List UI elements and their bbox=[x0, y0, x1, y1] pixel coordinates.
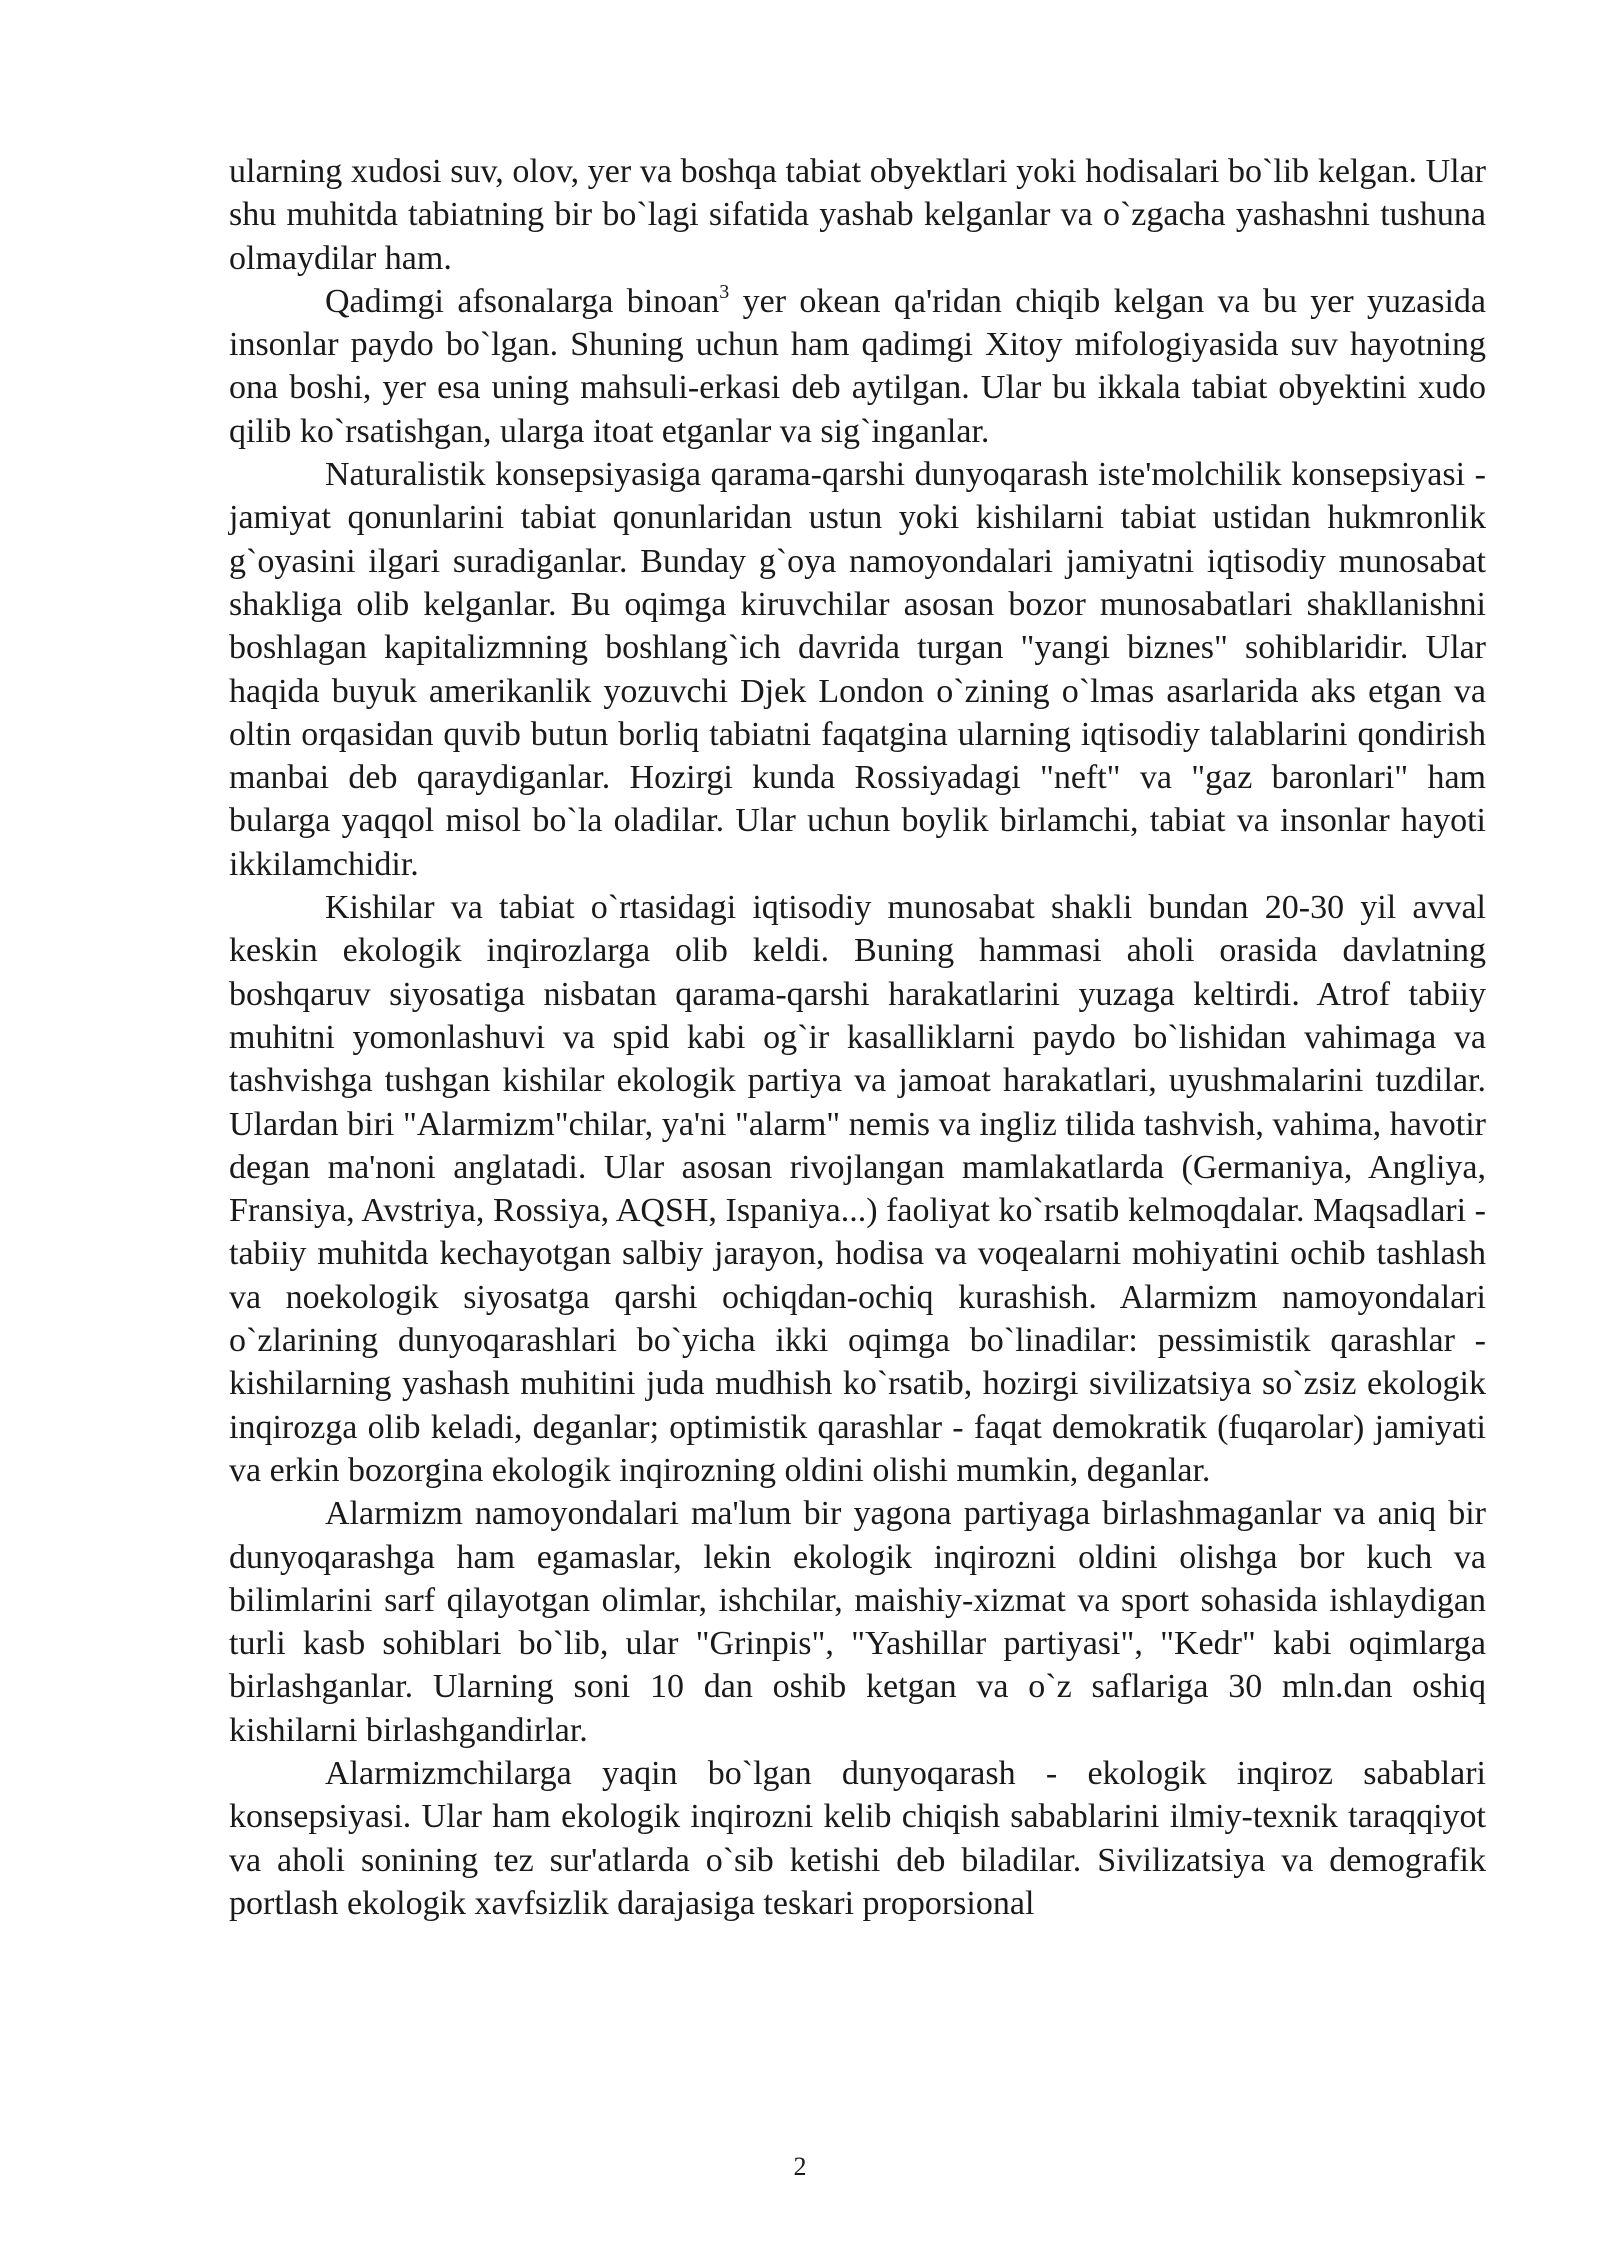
paragraph-1: ularning xudosi suv, olov, yer va boshqa tabiat obyektlari yoki hodisalari bo`lib kelgan. Ular shu muhitda tabiatning bir bo`lagi sifatida yashab kelganlar va o`zgacha yashashni tushuna olmaydilar ham. bbox=[229, 153, 1486, 277]
paragraph-3: Naturalistik konsepsiyasiga qarama-qarshi dunyoqarash iste'molchilik konsepsiyasi - jamiyat qonunlarini tabiat qonunlaridan ustun yoki kishilarni tabiat ustidan hukmronlik g`oyasini ilgari suradiganlar. Bunday g`oya namoyondalari jamiyatni iqtisodiy munosabat shakliga olib kelganlar. Bu oqimga kiruvchilar asosan bozor munosabatlari shakllanishni boshlagan kapitalizmning boshlang`ich davrida turgan "yangi biznes" sohiblaridir. Ular haqida buyuk amerikanlik yozuvchi Djek London o`zining o`lmas asarlarida aks etgan va oltin orqasidan quvib butun borliq tabiatni faqatgina ularning iqtisodiy talablarini qondirish manbai deb qaraydiganlar. Hozirgi kunda Rossiyadagi "neft" va "gaz baronlari" ham bularga yaqqol misol bo`la oladilar. Ular uchun boylik birlamchi, tabiat va insonlar hayoti ikkilamchidir. bbox=[229, 456, 1486, 883]
paragraph-4: Kishilar va tabiat o`rtasidagi iqtisodiy munosabat shakli bundan 20-30 yil avval keskin ekologik inqirozlarga olib keldi. Buning hammasi aholi orasida davlatning boshqaruv siyosatiga nisbatan qarama-qarshi harakatlarini yuzaga keltirdi. Atrof tabiiy muhitni yomonlashuvi va spid kabi og`ir kasalliklarni paydo bo`lishidan vahimaga va tashvishga tushgan kishilar ekologik partiya va jamoat harakatlari, uyushmalarini tuzdilar. Ulardan biri "Alarmizm"chilar, ya'ni "alarm" nemis va ingliz tilida tashvish, vahima, havotir degan ma'noni anglatadi. Ular asosan rivojlangan mamlakatlarda (Germaniya, Angliya, Fransiya, Avstriya, Rossiya, AQSH, Ispaniya...) faoliyat ko`rsatib kelmoqdalar. Maqsadlari - tabiiy muhitda kechayotgan salbiy jarayon, hodisa va voqealarni mohiyatini ochib tashlash va noekologik siyosatga qarshi ochiqdan-ochiq kurashish. Alarmizm namoyondalari o`zlarining dunyoqarashlari bo`yicha ikki oqimga bo`linadilar: pessimistik qarashlar - kishilarning yashash muhitini juda mudhish ko`rsatib, hozirgi sivilizatsiya so`zsiz ekologik inqirozga olib keladi, deganlar; optimistik qarashlar - faqat demokratik (fuqarolar) jamiyati va erkin bozorgina ekologik inqirozning oldini olishi mumkin, deganlar. bbox=[229, 889, 1486, 1489]
paragraph-6: Alarmizmchilarga yaqin bo`lgan dunyoqarash - ekologik inqiroz sabablari konsepsiyasi. Ular ham ekologik inqirozni kelib chiqish sabablarini ilmiy-texnik taraqqiyot va aholi sonining tez sur'atlarda o`sib ketishi deb biladilar. Sivilizatsiya va demografik portlash ekologik xavfsizlik darajasiga teskari proporsional bbox=[229, 1754, 1486, 1922]
paragraph-5: Alarmizm namoyondalari ma'lum bir yagona partiyaga birlashmaganlar va aniq bir dunyoqarashga ham egamaslar, lekin ekologik inqirozni oldini olishga bor kuch va bilimlarini sarf qilayotgan olimlar, ishchilar, maishiy-xizmat va sport sohasida ishlaydigan turli kasb sohiblari bo`lib, ular "Grinpis", "Yashillar partiyasi", "Kedr" kabi oqimlarga birlashganlar. Ularning soni 10 dan oshib ketgan va o`z saflariga 30 mln.dan oshiq kishilarni birlashgandirlar. bbox=[229, 1495, 1486, 1749]
body-text bbox=[229, 150, 1486, 1925]
page-number: 2 bbox=[793, 2152, 807, 2181]
footnote-reference[interactable]: 3 bbox=[719, 280, 730, 303]
paragraph-2-start: Qadimgi afsonalarga binoan bbox=[325, 282, 720, 320]
paragraph-2-rest: yer okean qa'ridan chiqib kelgan va bu yer yuzasida insonlar paydo bo`lgan. Shuning uchun ham qadimgi Xitoy mifologiyasida suv hayotning ona boshi, yer esa uning mahsuli-erkasi deb aytilgan. Ular bu ikkala tabiat obyektini xudo qilib ko`rsatishgan, ularga itoat etganlar va sig`inganlar. bbox=[229, 282, 1486, 450]
paragraph-2 bbox=[229, 280, 1486, 453]
